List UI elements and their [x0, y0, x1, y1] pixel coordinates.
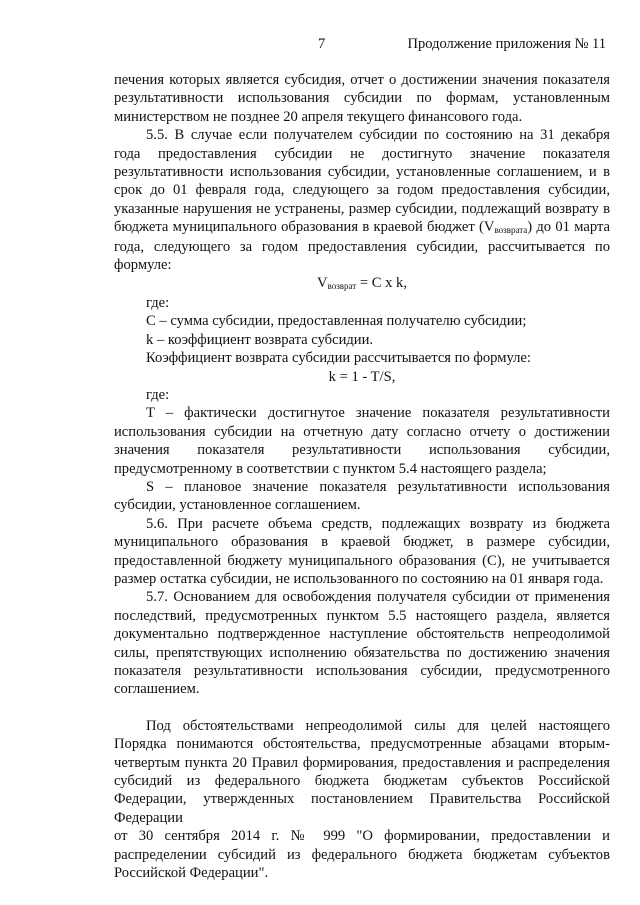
page-number: 7 — [318, 36, 326, 52]
formula-return-v: V — [316, 275, 328, 292]
paragraph-continued: печения которых является субсидия, отчет о достижении значения показателя результативности использования субсидии по формам, установленным министерством не позднее 20 апреля текущего финансового года. — [114, 72, 610, 125]
paragraph-5-7: 5.7. Основанием для освобождения получателя субсидии от применения последствий, предусмотренных пунктом 5.5 настоящего раздела, является документально подтвержденное наступление обстоятельств непреодолимой силы, препятствующих исполнению обязательства по достижению значения показателя результативности использования субсидии, предусмотренного соглашением. — [114, 589, 610, 698]
formula-coefficient: k = 1 - T/S, — [328, 368, 396, 385]
paragraph-resolution-reference: от 30 сентября 2014 г. № 999 "О формировании, предоставлении и распределении субсидий из федерального бюджета бюджетам субъектов Российской Федерации". — [114, 828, 610, 882]
paragraph-5-5-text-b: ) до 01 марта года, следующего за годом предоставления субсидии, рассчитывается по формуле: — [114, 219, 610, 274]
where-label-2: где: — [146, 386, 170, 403]
definition-t: T – фактически достигнутое значение показателя результативности использования субсидии на отчетную дату согласно отчету о достижении значения показателя результативности использования субсидии, предусмотренному в соответствии с пунктом 5.4 настоящего раздела; — [114, 405, 610, 477]
formula-return-rest: = C x k, — [356, 275, 408, 292]
formula-return-subscript: возврат — [327, 281, 357, 292]
formula-return — [114, 274, 610, 293]
paragraph-gap — [114, 699, 610, 717]
definition-k: k – коэффициент возврата субсидии. — [146, 331, 374, 348]
definition-s: S – плановое значение показателя результативности использования субсидии, установленное соглашением. — [114, 478, 610, 514]
coefficient-intro: Коэффициент возврата субсидии рассчитывается по формуле: — [146, 350, 531, 367]
v-return-subscript: возврата — [494, 225, 528, 236]
paragraph-5-5 — [114, 126, 610, 274]
paragraph-force-majeure: Под обстоятельствами непреодолимой силы для целей настоящего Порядка понимаются обстоятельства, предусмотренные абзацами вторым-четвертым пункта 20 Правил формирования, предоставления и распределения субсидий из федерального бюджета бюджетам субъектов Российской Федерации, утвержденных постановлением Правительства Российской Федерации — [114, 717, 610, 826]
paragraph-5-6: 5.6. При расчете объема средств, подлежащих возврату из бюджета муниципального образования в краевой бюджет, в размере субсидии, предоставленной бюджету муниципального образования (C), не учитывается размер остатка субсидии, не использованного по состоянию на 01 января года. — [114, 515, 610, 587]
paragraph-5-5-text-a: 5.5. В случае если получателем субсидии по состоянию на 31 декабря года предоставления субсидии не достигнуто значение показателя результативности использования субсидии, установленные соглашением, и в срок до 01 февраля года, следующего за годом предоставления субсидии, указанные нарушения не устранены, размер субсидии, подлежащий возврату в бюджета муниципального образования в краевой бюджет (V — [114, 127, 610, 236]
document-body — [114, 71, 610, 882]
where-label: где: — [146, 294, 170, 311]
definition-c: C – сумма субсидии, предоставленная получателю субсидии; — [146, 313, 527, 330]
running-head: Продолжение приложения № 11 — [407, 36, 606, 52]
